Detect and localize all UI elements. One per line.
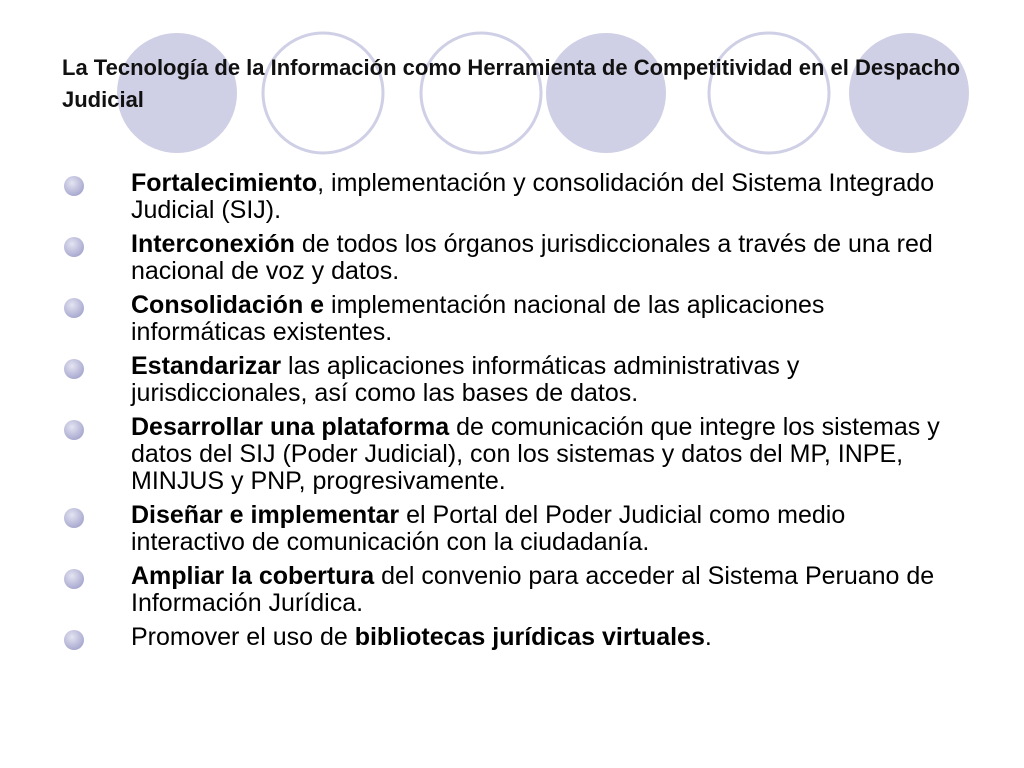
bullet-bold-text: Desarrollar una plataforma bbox=[131, 413, 450, 441]
bullet-bold-text: Diseñar e implementar bbox=[131, 501, 400, 529]
bullet-sphere-icon bbox=[62, 174, 86, 198]
bullet-bold-text: Ampliar la cobertura bbox=[131, 562, 375, 590]
bullet-item bbox=[0, 170, 1024, 224]
bullet-sphere-icon bbox=[62, 235, 86, 259]
bullet-item bbox=[0, 353, 1024, 407]
bullet-sphere-icon bbox=[62, 567, 86, 591]
bullet-item bbox=[0, 502, 1024, 556]
bullet-sphere-icon bbox=[62, 506, 86, 530]
bullet-text: de todos los órganos jurisdiccionales a través de una red nacional de voz y datos. bbox=[131, 230, 933, 285]
bullet-bold-text: Consolidación e bbox=[131, 291, 325, 319]
bullet-sphere-icon bbox=[62, 628, 86, 652]
bullet-text: , implementación y consolidación del Sistema Integrado Judicial (SIJ). bbox=[131, 169, 935, 224]
bullet-list bbox=[0, 170, 1024, 658]
bullet-item bbox=[0, 292, 1024, 346]
bullet-text: de comunicación que integre los sistemas y datos del SIJ (Poder Judicial), con los sistemas y datos del MP, INPE, MINJUS y PNP, progresivamente. bbox=[131, 413, 940, 495]
bullet-text: implementación nacional de las aplicaciones informáticas existentes. bbox=[131, 291, 825, 346]
bullet-bold-text: bibliotecas jurídicas virtuales bbox=[354, 623, 705, 651]
bullet-item bbox=[0, 563, 1024, 617]
bullet-text: el Portal del Poder Judicial como medio interactivo de comunicación con la ciudadanía. bbox=[131, 501, 846, 556]
bullet-text: del convenio para acceder al Sistema Peruano de Información Jurídica. bbox=[131, 562, 935, 617]
slide-title: La Tecnología de la Información como Herramienta de Competitividad en el Despacho Judicial bbox=[62, 55, 961, 112]
bullet-text: las aplicaciones informáticas administrativas y jurisdiccionales, así como las bases de datos. bbox=[131, 352, 800, 407]
bullet-item bbox=[0, 231, 1024, 285]
bullet-bold-text: Estandarizar bbox=[131, 352, 282, 380]
bullet-text: . bbox=[704, 623, 712, 651]
bullet-bold-text: Interconexión bbox=[131, 230, 295, 258]
bullet-sphere-icon bbox=[62, 296, 86, 320]
bullet-sphere-icon bbox=[62, 418, 86, 442]
bullet-bold-text: Fortalecimiento bbox=[131, 169, 318, 197]
bullet-item bbox=[0, 624, 1024, 651]
bullet-item bbox=[0, 414, 1024, 495]
bullet-text: Promover el uso de bbox=[131, 623, 355, 651]
bullet-sphere-icon bbox=[62, 357, 86, 381]
